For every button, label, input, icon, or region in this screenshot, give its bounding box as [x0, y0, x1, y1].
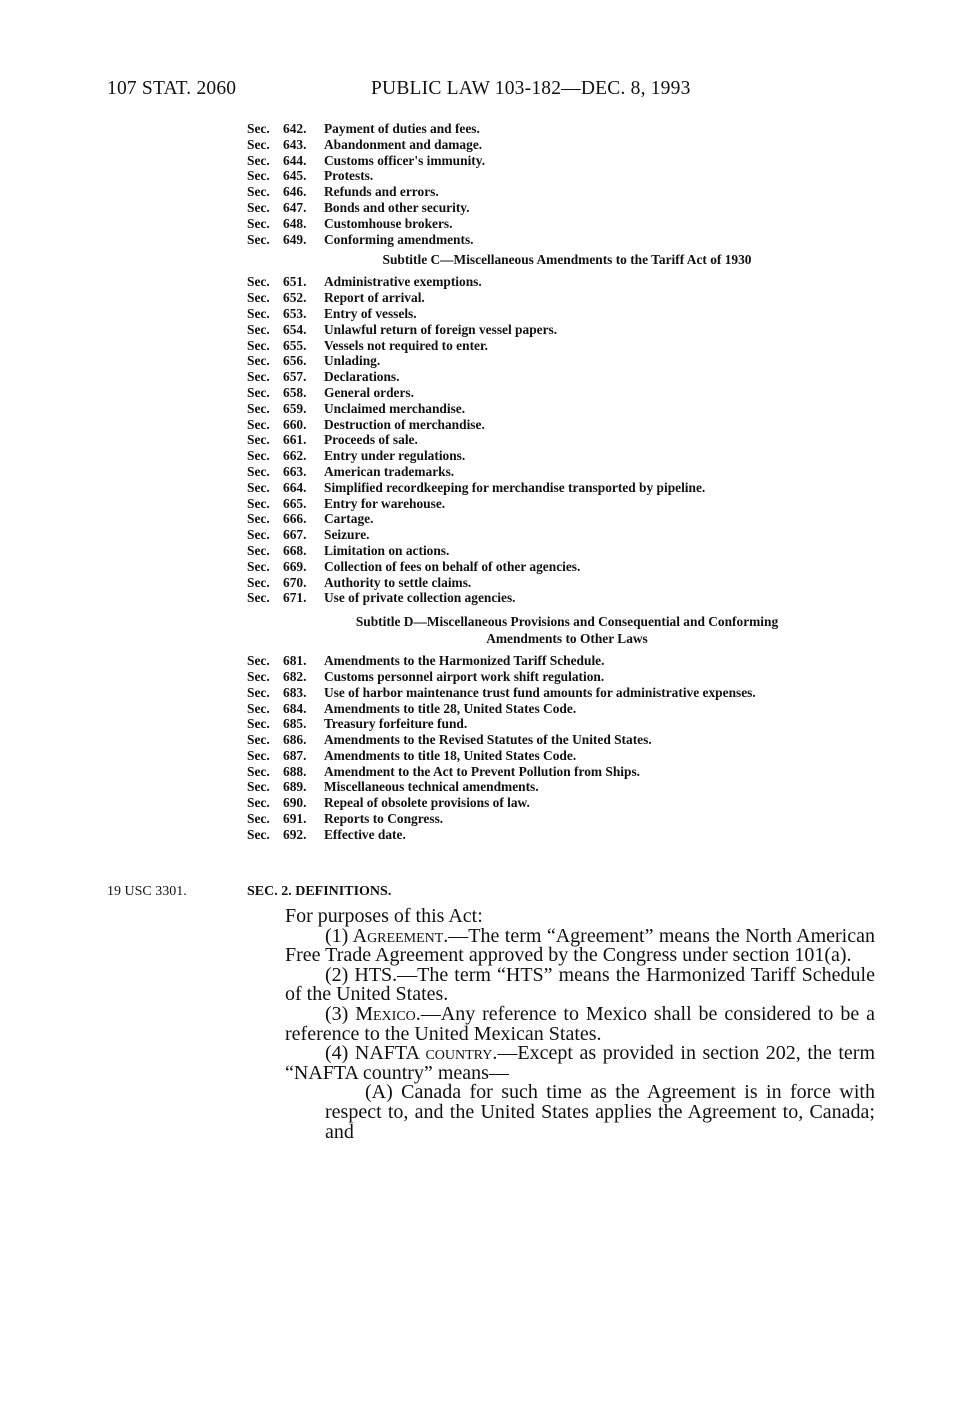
toc-sec-number: 681.: [283, 653, 307, 669]
toc-sec-abbr: Sec.: [247, 215, 270, 231]
toc-entry: [247, 306, 887, 322]
toc-sec-title: Repeal of obsolete provisions of law.: [324, 795, 530, 811]
definition-hts: [285, 963, 875, 1006]
toc-sec-abbr: Sec.: [247, 590, 270, 606]
toc-sec-title: Conforming amendments.: [324, 231, 474, 247]
toc-sec-abbr: Sec.: [247, 811, 270, 827]
toc-sec-abbr: Sec.: [247, 826, 270, 842]
toc-sec-abbr: Sec.: [247, 432, 270, 448]
toc-sec-title: Unlawful return of foreign vessel papers.: [324, 321, 558, 337]
toc-sec-title: Amendments to the Revised Statutes of the United States.: [324, 732, 652, 748]
toc-sec-number: 686.: [283, 732, 307, 748]
definition-agreement: [285, 924, 875, 967]
toc-entry: [247, 153, 887, 169]
toc-entry: [247, 121, 887, 137]
toc-sec-abbr: Sec.: [247, 448, 270, 464]
toc-entry: [247, 417, 887, 433]
toc-entry: [247, 216, 887, 232]
toc-sec-abbr: Sec.: [247, 274, 270, 290]
toc-sec-number: 658.: [283, 384, 307, 400]
toc-sec-number: 684.: [283, 700, 307, 716]
toc-sec-number: 668.: [283, 542, 307, 558]
definition-label: (2) HTS.: [325, 963, 398, 986]
definition-label: (4) NAFTA country.: [325, 1042, 498, 1065]
toc-sec-title: Seizure.: [324, 527, 370, 543]
toc-sec-abbr: Sec.: [247, 779, 270, 795]
toc-sec-title: Simplified recordkeeping for merchandise transported by pipeline.: [324, 479, 706, 495]
definition-text: —The term “HTS” means the Harmonized Tariff Schedule of the United States.: [285, 963, 875, 1006]
toc-sec-number: 683.: [283, 684, 307, 700]
stat-page-reference: 107 STAT. 2060: [107, 78, 237, 99]
toc-group-subtitle-d: [247, 653, 887, 843]
toc-entry: [247, 653, 887, 669]
toc-entry: [247, 701, 887, 717]
toc-sec-title: Customhouse brokers.: [324, 215, 453, 231]
toc-sec-abbr: Sec.: [247, 400, 270, 416]
subtitle-d-heading-line1: Subtitle D—Miscellaneous Provisions and Consequential and Conforming: [355, 614, 779, 630]
definitions-body: [285, 907, 875, 1142]
toc-entry: [247, 827, 887, 843]
toc-sec-abbr: Sec.: [247, 463, 270, 479]
toc-sec-title: Refunds and errors.: [324, 184, 439, 200]
toc-sec-number: 671.: [283, 590, 307, 606]
toc-sec-number: 666.: [283, 511, 307, 527]
toc-entry: [247, 274, 887, 290]
toc-sec-number: 657.: [283, 369, 307, 385]
toc-sec-title: Entry for warehouse.: [324, 495, 446, 511]
toc-entry: [247, 590, 887, 606]
toc-sec-number: 649.: [283, 231, 307, 247]
toc-sec-abbr: Sec.: [247, 337, 270, 353]
toc-entry: [247, 669, 887, 685]
toc-sec-number: 648.: [283, 215, 307, 231]
toc-sec-number: 688.: [283, 763, 307, 779]
definition-subparagraph-a: (A) Canada for such time as the Agreement is in force with respect to, and the United States applies the Agreement to, Canada; and: [325, 1081, 875, 1143]
toc-sec-abbr: Sec.: [247, 527, 270, 543]
toc-sec-number: 653.: [283, 305, 307, 321]
toc-sec-number: 660.: [283, 416, 307, 432]
toc-sec-abbr: Sec.: [247, 290, 270, 306]
toc-entry: [247, 385, 887, 401]
toc-sec-title: Cartage.: [324, 511, 374, 527]
toc-sec-title: Unlading.: [324, 353, 381, 369]
toc-sec-title: Amendments to title 18, United States Code.: [324, 747, 577, 763]
toc-sec-abbr: Sec.: [247, 152, 270, 168]
toc-sec-abbr: Sec.: [247, 574, 270, 590]
toc-sec-number: 664.: [283, 479, 307, 495]
toc-sec-abbr: Sec.: [247, 168, 270, 184]
toc-sec-abbr: Sec.: [247, 732, 270, 748]
toc-entry: [247, 779, 887, 795]
toc-sec-abbr: Sec.: [247, 668, 270, 684]
toc-sec-number: 689.: [283, 779, 307, 795]
toc-entry: [247, 448, 887, 464]
toc-entry: [247, 184, 887, 200]
toc-entry: [247, 353, 887, 369]
toc-sec-number: 690.: [283, 795, 307, 811]
toc-sec-title: Customs personnel airport work shift regulation.: [324, 668, 605, 684]
toc-sec-abbr: Sec.: [247, 199, 270, 215]
toc-sec-number: 661.: [283, 432, 307, 448]
toc-entry: [247, 480, 887, 496]
toc-sec-abbr: Sec.: [247, 305, 270, 321]
public-law-header: PUBLIC LAW 103-182—DEC. 8, 1993: [371, 78, 691, 99]
toc-sec-abbr: Sec.: [247, 384, 270, 400]
toc-sec-title: Destruction of merchandise.: [324, 416, 485, 432]
toc-entry: [247, 748, 887, 764]
toc-entry: [247, 168, 887, 184]
toc-entry: [247, 527, 887, 543]
toc-entry: [247, 464, 887, 480]
toc-sec-title: Use of harbor maintenance trust fund amounts for administrative expenses.: [324, 684, 756, 700]
toc-sec-abbr: Sec.: [247, 511, 270, 527]
toc-entry: [247, 290, 887, 306]
toc-entry: [247, 137, 887, 153]
toc-sec-number: 682.: [283, 668, 307, 684]
toc-sec-title: Amendments to title 28, United States Code.: [324, 700, 577, 716]
toc-sec-title: Treasury forfeiture fund.: [324, 716, 468, 732]
toc-entry: [247, 811, 887, 827]
toc-sec-number: 662.: [283, 448, 307, 464]
toc-entry: [247, 764, 887, 780]
definition-text: —Except as provided in section 202, the term “NAFTA country” means—: [285, 1042, 876, 1084]
toc-sec-number: 643.: [283, 136, 307, 152]
toc-sec-abbr: Sec.: [247, 121, 270, 136]
toc-sec-title: Vessels not required to enter.: [324, 337, 489, 353]
toc-entry: [247, 575, 887, 591]
toc-sec-abbr: Sec.: [247, 795, 270, 811]
toc-sec-number: 663.: [283, 463, 307, 479]
toc-entry: [247, 496, 887, 512]
toc-sec-title: Authority to settle claims.: [324, 574, 472, 590]
toc-sec-title: Abandonment and damage.: [324, 136, 483, 152]
subtitle-d-heading-line2: Amendments to Other Laws: [486, 631, 648, 647]
toc-sec-number: 642.: [283, 121, 307, 136]
toc-sec-number: 647.: [283, 199, 307, 215]
toc-entry: [247, 795, 887, 811]
toc-sec-abbr: Sec.: [247, 653, 270, 669]
toc-sec-number: 665.: [283, 495, 307, 511]
toc-sec-number: 655.: [283, 337, 307, 353]
toc-entry: [247, 401, 887, 417]
definition-label: (1) Agreement.: [325, 924, 449, 947]
toc-entry: [247, 432, 887, 448]
margin-citation: 19 USC 3301.: [107, 884, 187, 899]
toc-sec-number: 659.: [283, 400, 307, 416]
toc-sec-abbr: Sec.: [247, 716, 270, 732]
toc-sec-title: Protests.: [324, 168, 374, 184]
toc-sec-number: 691.: [283, 811, 307, 827]
toc-entry: [247, 732, 887, 748]
toc-sec-title: Customs officer's immunity.: [324, 152, 486, 168]
toc-sec-title: Proceeds of sale.: [324, 432, 418, 448]
toc-sec-abbr: Sec.: [247, 353, 270, 369]
toc-group-subtitle-c: [247, 274, 887, 606]
toc-sec-title: Payment of duties and fees.: [324, 121, 480, 136]
toc-entry: [247, 200, 887, 216]
toc-entry: [247, 716, 887, 732]
toc-sec-abbr: Sec.: [247, 136, 270, 152]
toc-entry: [247, 511, 887, 527]
toc-sec-abbr: Sec.: [247, 747, 270, 763]
toc-group-subtitle-b-end: [247, 121, 887, 247]
toc-sec-abbr: Sec.: [247, 495, 270, 511]
toc-entry: [247, 322, 887, 338]
toc-sec-abbr: Sec.: [247, 763, 270, 779]
toc-sec-title: Administrative exemptions.: [324, 274, 482, 290]
toc-sec-abbr: Sec.: [247, 184, 270, 200]
toc-sec-number: 685.: [283, 716, 307, 732]
toc-sec-title: General orders.: [324, 384, 414, 400]
toc-sec-number: 646.: [283, 184, 307, 200]
toc-entry: [247, 543, 887, 559]
toc-sec-abbr: Sec.: [247, 231, 270, 247]
toc-sec-title: Bonds and other security.: [324, 199, 470, 215]
toc-sec-title: Unclaimed merchandise.: [324, 400, 466, 416]
section-heading: SEC. 2. DEFINITIONS.: [247, 884, 392, 899]
toc-sec-number: 644.: [283, 152, 307, 168]
definition-label: (3) Mexico.: [325, 1002, 421, 1025]
toc-sec-number: 654.: [283, 321, 307, 337]
toc-sec-abbr: Sec.: [247, 684, 270, 700]
toc-sec-number: 645.: [283, 168, 307, 184]
toc-sec-abbr: Sec.: [247, 369, 270, 385]
table-of-contents: [247, 121, 887, 843]
toc-sec-number: 652.: [283, 290, 307, 306]
toc-sec-abbr: Sec.: [247, 542, 270, 558]
subtitle-c-heading: Subtitle C—Miscellaneous Amendments to the Tariff Act of 1930: [382, 252, 752, 268]
toc-entry: [247, 559, 887, 575]
toc-sec-title: Limitation on actions.: [324, 542, 450, 558]
toc-sec-abbr: Sec.: [247, 321, 270, 337]
toc-sec-abbr: Sec.: [247, 700, 270, 716]
definition-text: —Any reference to Mexico shall be considered to be a reference to the United Mexican States.: [285, 1002, 875, 1045]
toc-sec-title: Miscellaneous technical amendments.: [324, 779, 539, 795]
toc-sec-title: Entry under regulations.: [324, 448, 466, 464]
toc-sec-title: Amendments to the Harmonized Tariff Schedule.: [324, 653, 605, 669]
toc-sec-abbr: Sec.: [247, 558, 270, 574]
toc-sec-number: 656.: [283, 353, 307, 369]
toc-sec-title: Collection of fees on behalf of other agencies.: [324, 558, 581, 574]
toc-sec-abbr: Sec.: [247, 479, 270, 495]
toc-sec-title: American trademarks.: [324, 463, 455, 479]
toc-entry: [247, 338, 887, 354]
toc-sec-abbr: Sec.: [247, 416, 270, 432]
toc-sec-number: 687.: [283, 747, 307, 763]
toc-sec-number: 651.: [283, 274, 307, 290]
toc-sec-title: Reports to Congress.: [324, 811, 444, 827]
toc-sec-title: Entry of vessels.: [324, 305, 417, 321]
toc-sec-number: 669.: [283, 558, 307, 574]
toc-entry: [247, 232, 887, 248]
toc-sec-title: Amendment to the Act to Prevent Pollution from Ships.: [324, 763, 641, 779]
toc-sec-number: 670.: [283, 574, 307, 590]
toc-sec-title: Effective date.: [324, 826, 406, 842]
definition-nafta-country: [285, 1044, 875, 1083]
toc-sec-title: Declarations.: [324, 369, 400, 385]
definition-text: —The term “Agreement” means the North American Free Trade Agreement approved by the Congress under section 101(a).: [285, 924, 875, 967]
toc-sec-title: Report of arrival.: [324, 290, 425, 306]
toc-sec-number: 692.: [283, 826, 307, 842]
definition-mexico: [285, 1002, 875, 1045]
toc-entry: [247, 369, 887, 385]
definitions-intro: For purposes of this Act:: [285, 905, 483, 927]
toc-sec-title: Use of private collection agencies.: [324, 590, 516, 606]
toc-entry: [247, 685, 887, 701]
toc-sec-number: 667.: [283, 527, 307, 543]
